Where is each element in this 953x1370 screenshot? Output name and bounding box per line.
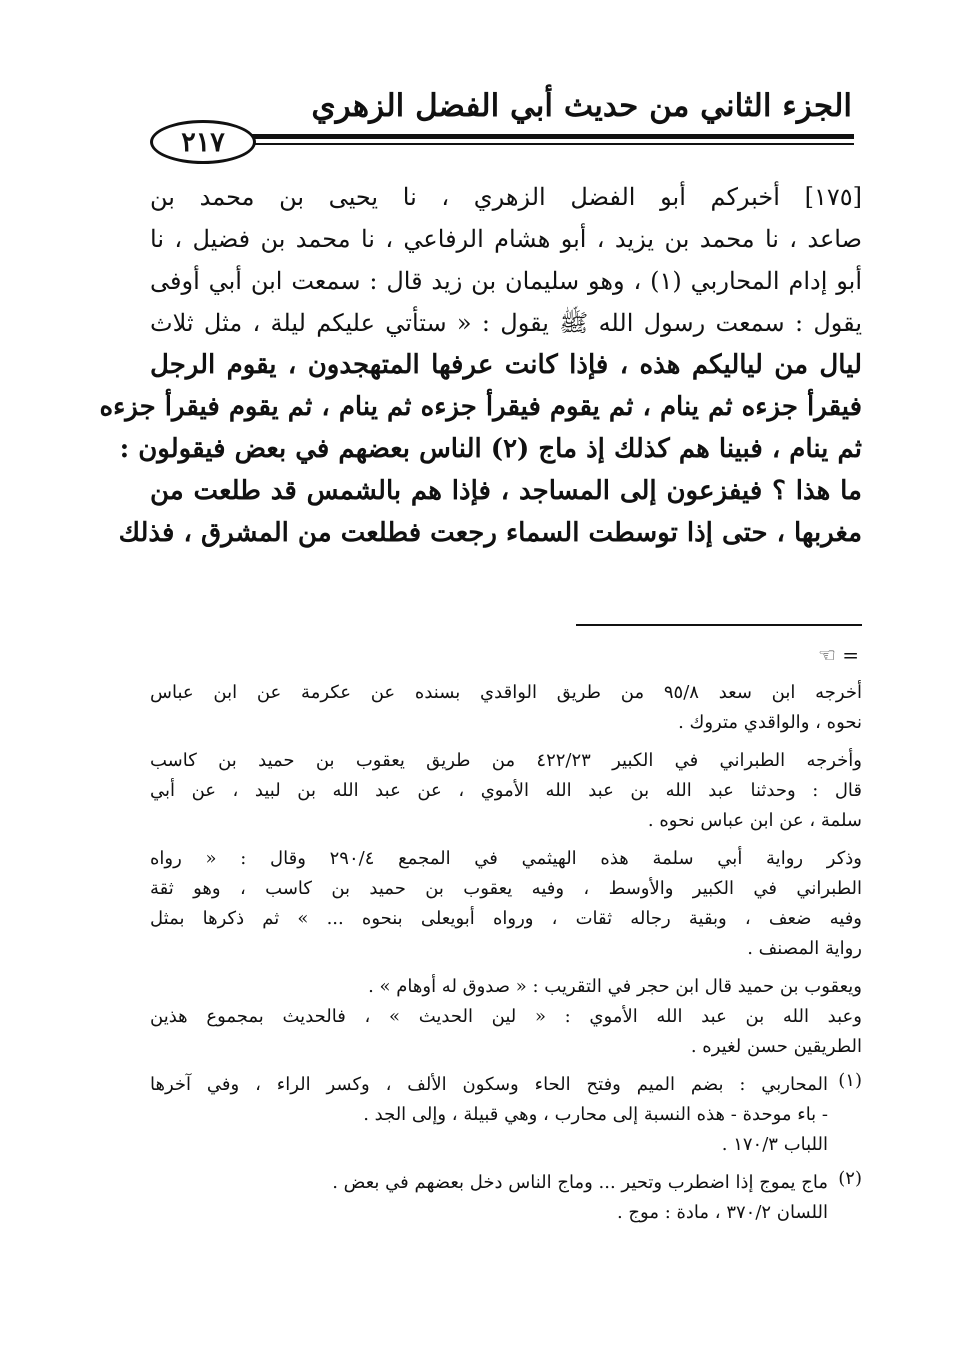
footnote-line: نحوه ، والواقدي متروك . (678, 712, 862, 733)
main-line: مغربها ، حتى إذا توسطت السماء رجعت فطلعت من المشرق ، فذلك (118, 518, 862, 548)
header-rule-thin (242, 143, 854, 145)
footnote-separator (576, 624, 862, 626)
footnote-line: قال : وحدثنا عبد الله بن عبد الله الأموي ، عن عبد الله بن لبيد ، عن أبي (150, 780, 862, 801)
footnote-line: ويعقوب بن حميد قال ابن حجر في التقريب : « صدوق له أوهام » . (368, 976, 862, 997)
footnote-line: رواية المصنف . (747, 938, 862, 959)
footnote-line: ماج يموج إذا اضطرب وتحير ... وماج الناس دخل بعضهم في بعض . (332, 1172, 828, 1193)
main-line: فيقرأ جزءه ثم ينام ، ثم يقوم فيقرأ جزءه ثم ينام ، ثم يقوم فيقرأ جزءه (99, 392, 862, 422)
footnote-line: وأخرجه الطبراني في الكبير ٤٢٢/٢٣ من طريق يعقوب بن حميد بن كاسب (150, 750, 862, 771)
continuation-mark: = ☜ (818, 643, 860, 667)
main-line: يقول : سمعت رسول الله ﷺ يقول : « ستأتي عليكم ليلة ، مثل ثلاث (150, 309, 862, 337)
footnote-line: وفيه ضعف ، وبقية رجاله ثقات ، ورواه أبويعلى بنحوه ... » ثم ذكرها بمثل (150, 908, 862, 929)
footnotes (150, 678, 862, 1228)
footnote-line: المحاربي : بضم الميم وفتح الحاء وسكون الألف ، وكسر الراء ، وفي آخرها (150, 1074, 828, 1095)
main-line: ما هذا ؟ فيفزعون إلى المساجد ، فإذا هم بالشمس قد طلعت من (150, 476, 862, 506)
page-number-oval (150, 120, 256, 164)
footnote-line: - باء موحدة - هذه النسبة إلى محارب ، وهي قبيلة ، وإلى الجد . (363, 1104, 828, 1125)
footnote-1 (150, 1070, 862, 1160)
running-header (150, 88, 862, 158)
main-line: [١٧٥] أخبركم أبو الفضل الزهري ، نا يحيى بن محمد بن (150, 183, 862, 211)
main-line: ليال من لياليكم هذه ، فإذا كانت عرفها المتهجدون ، يقوم الرجل (150, 350, 862, 380)
footnote-line: اللباب ١٧٠/٣ . (721, 1134, 828, 1155)
footnote-line: اللسان ٣٧٠/٢ ، مادة : موج . (616, 1202, 828, 1223)
footnote-line: الطريقين حسن لغيره . (690, 1036, 862, 1057)
footnote-line: وذكر رواية أبي سلمة هذه الهيثمي في المجمع ٢٩٠/٤ وقال : « رواه (150, 848, 863, 869)
main-line: صاعد ، نا محمد بن يزيد ، أبو هشام الرفاعي ، نا محمد بن فضيل ، نا (150, 225, 862, 253)
main-text (99, 176, 862, 554)
page-number: ٢١٧ (181, 126, 225, 158)
footnote-line: سلمة ، عن ابن عباس نحوه . (647, 810, 862, 831)
main-line: ثم ينام ، فبينا هم كذلك إذ ماج (٢) الناس بعضهم في بعض فيقولون : (119, 434, 862, 464)
footnote-number: (٢) (838, 1168, 862, 1189)
footnote-2 (150, 1168, 862, 1228)
main-line: أبو إدام المحاربي (١) ، وهو سليمان بن زيد قال : سمعت ابن أبي أوفى (150, 267, 862, 295)
footnote-line: أخرجه ابن سعد ٩٥/٨ من طريق الواقدي بسنده عن عكرمة عن ابن عباس (150, 682, 862, 703)
footnote-line: الطبراني في الكبير والأوسط ، وفيه يعقوب بن حميد بن كاسب ، وهو ثقة (150, 878, 862, 899)
header-rule-thick (242, 134, 854, 139)
running-title: الجزء الثاني من حديث أبي الفضل الزهري (311, 88, 852, 124)
footnote-line: وعبد الله بن عبد الله الأموي : « لين الحديث » ، فالحديث بمجموع هذين (150, 1006, 862, 1027)
footnote-number: (١) (838, 1070, 862, 1091)
